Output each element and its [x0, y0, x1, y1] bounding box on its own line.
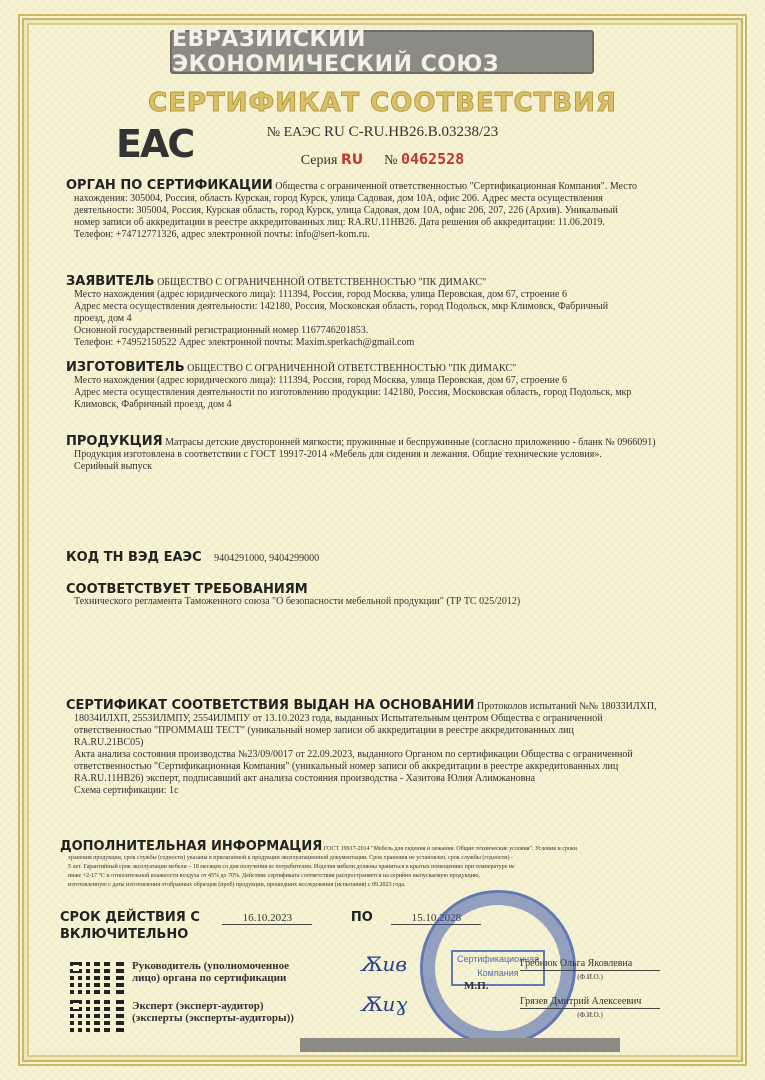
number-label: № ЕАЭС: [266, 125, 321, 140]
head-fio: (Ф.И.О.): [577, 973, 603, 981]
conformity-line1: Технического регламента Таможенного союза "О безопасности мебельной продукции" (ТР ТС 025/2012): [74, 596, 521, 607]
basis-line5: Акта анализа состояния производства №23/09/0017 от 22.09.2023, выданного Органом по сертификации Общества с ограниченной: [74, 749, 633, 760]
qr-code-icon: [70, 962, 124, 994]
manufacturer-line2: Адрес места осуществления деятельности по изготовлению продукции: 142180, Россия, Московская область, город Подольск, мкр: [74, 387, 632, 398]
organ-heading: ОРГАН ПО СЕРТИФИКАЦИИ: [66, 178, 273, 193]
head-label: [132, 960, 322, 984]
applicant-line4: Основной государственный регистрационный номер 1167746201853.: [74, 325, 369, 336]
manufacturer-heading: ИЗГОТОВИТЕЛЬ: [66, 360, 185, 375]
product-section: [66, 436, 715, 473]
basis-line1: Протоколов испытаний №№ 18033ИЛХП,: [476, 701, 657, 712]
additional-line4: ниже +2-17 °С и относительной влажности воздуха от 45% до 70%. Действие сертификата соответствия распространяется на серийно выпускаемую продукцию,: [68, 873, 480, 879]
organ-line5: Телефон: +74712771326, адрес электронной почты: info@sert-kom.ru.: [74, 229, 370, 240]
basis-heading: СЕРТИФИКАТ СООТВЕТСТВИЯ ВЫДАН НА ОСНОВАНИИ: [66, 698, 475, 713]
seal-text-line2: Компания: [477, 968, 519, 978]
basis-line2: 18034ИЛХП, 2553ИЛМПУ, 2554ИЛМПУ от 13.10.2023 года, выданных Испытательным центром Общества с ограниченной: [74, 713, 603, 724]
basis-line4: RA.RU.21ВС05): [74, 737, 144, 748]
code-heading: КОД ТН ВЭД ЕАЭС: [66, 550, 202, 565]
validity-to-label: ПО: [350, 910, 373, 925]
additional-line2: хранения продукции, срок службы (годности) указаны в прилагаемой к продукции эксплуатационной документации. Срок хранения не установлен, срок службы (годности) -: [68, 855, 513, 861]
organ-line3: деятельности: 305004, Россия, Курская область, город Курск, улица Садовая, дом 10А, офис 206, 207, 226 (Архив). Уникальный: [74, 205, 618, 216]
applicant-section: [66, 276, 715, 349]
expert-fio: (Ф.И.О.): [577, 1011, 603, 1019]
organ-line4: номер записи об аккредитации в реестре аккредитованных лиц: RA.RU.11НВ26. Дата решения об аккредитации: 11.06.2019.: [74, 217, 605, 228]
validity-heading: СРОК ДЕЙСТВИЯ С: [60, 910, 200, 925]
product-line2: Продукция изготовлена в соответствии с ГОСТ 19917-2014 «Мебель для сидения и лежания. Общие технические условия».: [74, 449, 602, 460]
validity-from: 16.10.2023: [222, 912, 312, 925]
series-value: RU: [340, 152, 364, 168]
no-label: №: [384, 153, 398, 168]
conformity-heading: СООТВЕТСТВУЕТ ТРЕБОВАНИЯМ: [66, 582, 308, 597]
expert-label: [132, 1000, 332, 1024]
additional-line3: 5 лет. Гарантийный срок эксплуатации мебели – 18 месяцев со дня получения ее потребителем. Изделия мебели должны храниться в крытых помещениях при температуре не: [68, 864, 515, 870]
expert-label-line2: (эксперты (эксперты-аудиторы)): [132, 1012, 294, 1024]
basis-section: [66, 700, 715, 797]
applicant-heading: ЗАЯВИТЕЛЬ: [66, 274, 155, 289]
manufacturer-name: ОБЩЕСТВО С ОГРАНИЧЕННОЙ ОТВЕТСТВЕННОСТЬЮ "ПК ДИМАКС": [187, 363, 517, 374]
series-line: [0, 150, 765, 169]
footer-strip: [300, 1038, 620, 1052]
stamp-label: М.П.: [464, 980, 489, 992]
additional-heading: ДОПОЛНИТЕЛЬНАЯ ИНФОРМАЦИЯ: [60, 839, 323, 854]
expert-name: Грязев Дмитрий Алексеевич: [520, 996, 660, 1009]
validity-to: 15.10.2028: [391, 912, 481, 925]
decorative-border: [18, 14, 747, 1066]
expert-signature: Ѫиɣ: [360, 992, 408, 1016]
organ-section: [66, 180, 715, 241]
validity-section: [60, 912, 715, 941]
applicant-line5: Телефон: +74952150522 Адрес электронной почты: Maxim.sperkach@gmail.com: [74, 337, 415, 348]
organ-line1: Общества с ограниченной ответственностью "Сертификационная Компания". Место: [275, 181, 637, 192]
product-heading: ПРОДУКЦИЯ: [66, 434, 163, 449]
applicant-line2: Адрес места осуществления деятельности: 142180, Россия, Московская область, город Подольск, мкр Климовск, Фабричный: [74, 301, 609, 312]
additional-line1: ГОСТ 19917-2014 "Мебель для сидения и лежания. Общие технические условия". Условия и сроки: [323, 846, 577, 852]
applicant-line1: Место нахождения (адрес юридического лица): 111394, Россия, город Москва, улица Перовская, дом 67, строение 6: [74, 289, 567, 300]
head-label-line1: Руководитель (уполномоченное: [132, 960, 289, 972]
manufacturer-section: [66, 362, 715, 411]
head-label-line2: лицо) органа по сертификации: [132, 972, 287, 984]
organ-line2: нахождения: 305004, Россия, область Курская, город Курск, улица Садовая, дом 10А, офис 206. Адрес места осуществления: [74, 193, 603, 204]
basis-line3: ответственностью "ПРОММАШ ТЕСТ" (уникальный номер записи об аккредитации в реестре аккредитованных лиц: [74, 725, 574, 736]
code-section: [66, 552, 715, 565]
validity-inclusive: ВКЛЮЧИТЕЛЬНО: [60, 927, 189, 942]
head-name: Гребнюк Ольга Яковлевна: [520, 958, 660, 971]
qr-code-icon: [70, 1000, 124, 1032]
conformity-section: [66, 584, 715, 608]
additional-section: [60, 839, 715, 890]
expert-label-line1: Эксперт (эксперт-аудитор): [132, 1000, 264, 1012]
applicant-line3: проезд, дом 4: [74, 313, 132, 324]
series-label: Серия: [300, 153, 338, 168]
blank-number: 0462528: [400, 150, 465, 168]
basis-line6: ответственностью "Сертификационная Компания" (уникальный номер записи об аккредитации в реестре аккредитованных лиц: [74, 761, 619, 772]
applicant-name: ОБЩЕСТВО С ОГРАНИЧЕННОЙ ОТВЕТСТВЕННОСТЬЮ "ПК ДИМАКС": [157, 277, 487, 288]
head-signature: Ѫив: [360, 952, 407, 976]
eac-logo: EAC: [116, 122, 194, 166]
expert-name-block: [520, 996, 710, 1021]
union-banner: ЕВРАЗИЙСКИЙ ЭКОНОМИЧЕСКИЙ СОЮЗ: [170, 30, 594, 74]
additional-line5: изготовленную с даты изготовления отобранных образцов (проб) продукции, прошедших исследования (испытания) с 09.2023 года.: [68, 882, 406, 888]
certificate-title: СЕРТИФИКАТ СООТВЕТСТВИЯ: [148, 88, 617, 118]
product-line3: Серийный выпуск: [74, 461, 152, 472]
code-value: 9404291000, 9404299000: [214, 553, 320, 564]
product-line1: Матрасы детские двусторонней мягкости; пружинные и беспружинные (согласно приложению - бланк № 0966091): [165, 437, 656, 448]
number-value: RU C-RU.НВ26.В.03238/23: [324, 124, 499, 140]
certificate-number: [0, 124, 765, 141]
basis-line7: RA.RU.11НВ26) эксперт, подписавший акт анализа состояния производства - Хазитова Юлия Алимжановна: [74, 773, 536, 784]
seal-text-line1: Сертификационная: [456, 954, 540, 964]
manufacturer-line1: Место нахождения (адрес юридического лица): 111394, Россия, город Москва, улица Перовская, дом 67, строение 6: [74, 375, 567, 386]
head-name-block: [520, 958, 710, 983]
basis-line8: Схема сертификации: 1с: [74, 785, 179, 796]
manufacturer-line3: Климовск, Фабричный проезд, дом 4: [74, 399, 232, 410]
